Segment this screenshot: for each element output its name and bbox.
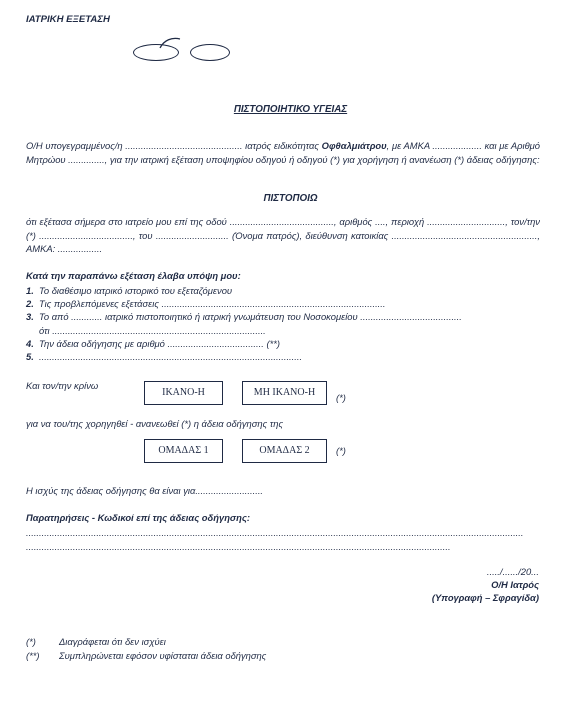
footnote-1: (*) Διαγράφεται ότι δεν ισχύει — [26, 636, 166, 647]
certify-heading: ΠΙΣΤΟΠΟΙΩ — [263, 193, 318, 204]
fitness-footnote-mark: (*) — [336, 392, 346, 403]
groups-label: για να του/της χορηγηθεί - ανανεωθεί (*) η άδεια οδήγησης της — [26, 418, 284, 429]
oval-mark-right — [190, 44, 230, 61]
footnote-2: (**) Συμπληρώνεται εφόσον υφίσταται άδεια οδήγησης — [26, 650, 267, 661]
group-2-option-button[interactable]: ΟΜΑΔΑΣ 2 — [242, 439, 327, 463]
considered-list — [26, 284, 462, 363]
list-item: 1. Το διαθέσιμο ιατρικό ιστορικό του εξεταζόμενου — [26, 285, 233, 296]
list-item: 2. Τις προβλεπόμενες εξετάσεις ...................................................................................... — [26, 298, 386, 310]
list-item: 3. Το από ............ ιατρικό πιστοποιητικό ή ιατρική γνωμάτευση του Νοσοκομείου ....................................... — [26, 311, 462, 323]
signature-stamp-label: (Υπογραφή – Σφραγίδα) — [431, 592, 539, 603]
intro-text-start: Ο/Η υπογεγραμμένος/η ............................................. ιατρός ειδικότητας — [26, 140, 322, 151]
intro-paragraph — [26, 139, 540, 166]
specialty: Οφθαλμιάτρου — [321, 140, 387, 151]
header-title: ΙΑΤΡΙΚΗ ΕΞΕΤΑΣΗ — [26, 14, 110, 25]
swoosh-mark — [158, 36, 182, 50]
groups-footnote-mark: (*) — [336, 445, 346, 456]
remarks-line-1: ............................................................................................................................................................................................... — [26, 527, 524, 538]
signature-date: ...../....../20... — [486, 566, 539, 577]
signature-doctor: Ο/Η Ιατρός — [491, 579, 539, 590]
list-item: ότι .................................................................................. — [39, 324, 266, 336]
list-item: 5. ..................................................................................................... — [26, 351, 303, 363]
document-title: ΠΙΣΤΟΠΟΙΗΤΙΚΟ ΥΓΕΙΑΣ — [233, 104, 348, 115]
unfit-option-button[interactable]: ΜΗ ΙΚΑΝΟ-Η — [242, 381, 327, 405]
remarks-heading: Παρατηρήσεις - Κωδικοί επί της άδειας οδήγησης: — [26, 512, 250, 523]
considered-heading: Κατά την παραπάνω εξέταση έλαβα υπόψη μου: — [26, 270, 241, 281]
remarks-line-2: ................................................................................................................................................................... — [26, 541, 451, 552]
list-item: 4. Την άδεια οδήγησης με αριθμό ..................................... (**) — [26, 337, 280, 349]
fitness-label: Και τον/την κρίνω — [26, 380, 99, 391]
fit-option-button[interactable]: ΙΚΑΝΟ-Η — [144, 381, 223, 405]
validity-line: Η ισχύς της άδειας οδήγησης θα είναι για.......................... — [26, 485, 264, 496]
intro-text-end: , με ΑΜΚΑ ................... και με Αριθμό Μητρώου .............., για την ιατρική εξέταση υποψηφίου οδηγού ή οδηγού (*) για χορήγηση ή ανανέωση (*) άδειας οδήγησης: — [26, 140, 541, 165]
group-1-option-button[interactable]: ΟΜΑΔΑΣ 1 — [144, 439, 223, 463]
certify-paragraph: ότι εξέτασα σήμερα στο ιατρείο μου επί της οδού ........................................, αριθμός ...., περιοχή .............................., τον/την (*) ...................................., του ............................ (Όνομα πατρός), διεύθυνση κατοικίας ........................................................, ΑΜΚΑ: ................. — [26, 216, 540, 254]
